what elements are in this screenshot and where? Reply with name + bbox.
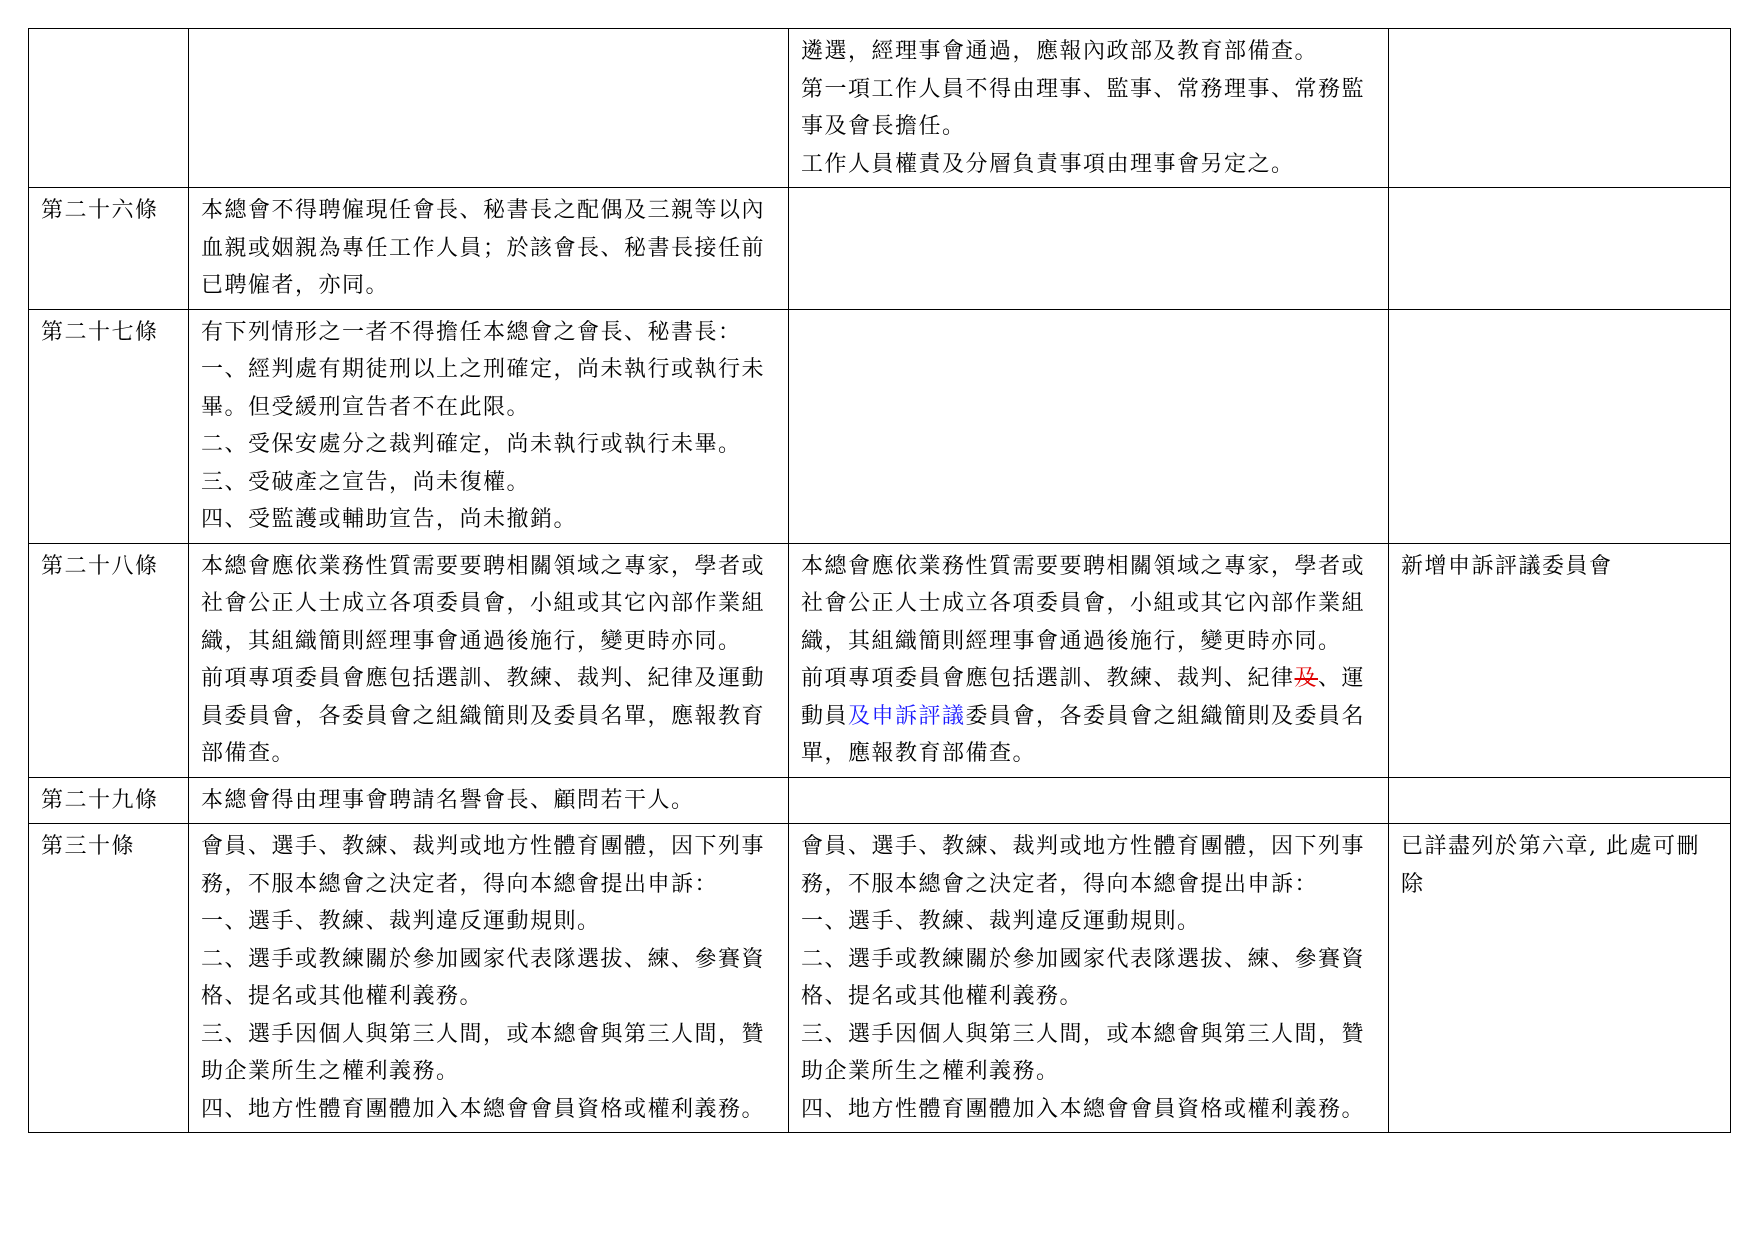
text-run: 本總會不得聘僱現任會長、秘書長之配偶及三親等以內血親或姻親為專任工作人員；於該會長、秘書長接任前已聘僱者，亦同。: [201, 198, 766, 298]
note-cell: [1389, 309, 1731, 543]
paragraph: [801, 1016, 1376, 1091]
paragraph: [801, 146, 1376, 184]
text-run: 二、選手或教練關於參加國家代表隊選拔、練、參賽資格、提名或其他權利義務。: [801, 946, 1366, 1009]
table-row: [29, 29, 1731, 188]
text-run: 有下列情形之一者不得擔任本總會之會長、秘書長：: [201, 319, 742, 345]
revised-text-cell: [789, 29, 1389, 188]
revised-text-cell: [789, 777, 1389, 824]
paragraph: [201, 351, 776, 426]
paragraph: [201, 941, 776, 1016]
table-row: [29, 824, 1731, 1133]
inserted-text: 及申訴評議: [848, 703, 966, 729]
deleted-text: 及: [1294, 666, 1319, 691]
text-run: 本總會應依業務性質需要要聘相關領域之專家，學者或社會公正人士成立各項委員會，小組或其它內部作業組織，其組織簡則經理事會通過後施行，變更時亦同。: [801, 553, 1366, 654]
paragraph: [801, 828, 1376, 903]
article-number-cell: 第三十條: [29, 824, 189, 1133]
original-text-cell: [189, 543, 789, 777]
revised-text-cell: [789, 824, 1389, 1133]
article-number-cell: [29, 29, 189, 188]
original-text-cell: [189, 309, 789, 543]
text-run: 四、受監護或輔助宣告，尚未撤銷。: [201, 507, 578, 532]
text-run: 會員、選手、教練、裁判或地方性體育團體，因下列事務，不服本總會之決定者，得向本總會提出申訴：: [801, 834, 1366, 897]
paragraph: [201, 903, 776, 941]
text-run: 一、選手、教練、裁判違反運動規則。: [801, 909, 1201, 934]
text-run: 三、選手因個人與第三人間，或本總會與第三人間，贊助企業所生之權利義務。: [201, 1021, 766, 1084]
text-run: 前項專項委員會應包括選訓、教練、裁判、紀律: [801, 666, 1295, 691]
revised-text-cell: [789, 309, 1389, 543]
paragraph: [201, 548, 776, 661]
original-text-cell: [189, 29, 789, 188]
text-run: 委員會，各委員會之組織簡則及委員名單，應報教育部備查。: [801, 703, 1366, 766]
article-number-cell: 第二十七條: [29, 309, 189, 543]
text-run: 三、選手因個人與第三人間，或本總會與第三人間，贊助企業所生之權利義務。: [801, 1021, 1366, 1084]
text-run: 遴選，經理事會通過，應報內政部及教育部備查。: [801, 39, 1319, 64]
paragraph: [801, 1091, 1376, 1129]
text-run: 四、地方性體育團體加入本總會會員資格或權利義務。: [801, 1096, 1366, 1122]
article-number-cell: 第二十九條: [29, 777, 189, 824]
comparison-table: [28, 28, 1731, 1133]
paragraph: [801, 33, 1376, 71]
paragraph: [801, 660, 1376, 773]
original-text-cell: [189, 188, 789, 310]
text-run: 三、受破產之宣告，尚未復權。: [201, 469, 531, 495]
article-number-cell: 第二十八條: [29, 543, 189, 777]
note-cell: [1389, 188, 1731, 310]
paragraph: [201, 426, 776, 464]
text-run: 二、選手或教練關於參加國家代表隊選拔、練、參賽資格、提名或其他權利義務。: [201, 946, 766, 1009]
note-cell: 已詳盡列於第六章, 此處可刪除: [1389, 824, 1731, 1133]
text-run: 一、選手、教練、裁判違反運動規則。: [201, 909, 601, 934]
paragraph: [201, 501, 776, 539]
revised-text-cell: [789, 188, 1389, 310]
paragraph: [201, 1091, 776, 1129]
note-cell: [1389, 29, 1731, 188]
paragraph: [201, 192, 776, 305]
original-text-cell: [189, 824, 789, 1133]
revised-text-cell: [789, 543, 1389, 777]
paragraph: [201, 782, 776, 820]
article-number-cell: 第二十六條: [29, 188, 189, 310]
text-run: 第一項工作人員不得由理事、監事、常務理事、常務監事及會長擔任。: [801, 76, 1366, 139]
paragraph: [801, 903, 1376, 941]
paragraph: [201, 660, 776, 773]
note-cell: 新增申訴評議委員會: [1389, 543, 1731, 777]
text-run: 工作人員權責及分層負責事項由理事會另定之。: [801, 151, 1295, 177]
paragraph: [801, 941, 1376, 1016]
text-run: 前項專項委員會應包括選訓、教練、裁判、紀律及運動員委員會，各委員會之組織簡則及委員名單，應報教育部備查。: [201, 666, 766, 766]
paragraph: [201, 828, 776, 903]
paragraph: [801, 71, 1376, 146]
paragraph: [201, 1016, 776, 1091]
paragraph: [201, 314, 776, 352]
text-run: 本總會應依業務性質需要要聘相關領域之專家，學者或社會公正人士成立各項委員會，小組或其它內部作業組織，其組織簡則經理事會通過後施行，變更時亦同。: [201, 553, 766, 654]
table-row: [29, 777, 1731, 824]
table-row: [29, 543, 1731, 777]
text-run: 一、經判處有期徒刑以上之刑確定，尚未執行或執行未畢。但受緩刑宣告者不在此限。: [201, 357, 766, 420]
paragraph: [201, 464, 776, 502]
text-run: 會員、選手、教練、裁判或地方性體育團體，因下列事務，不服本總會之決定者，得向本總會提出申訴：: [201, 834, 766, 897]
text-run: 二、受保安處分之裁判確定，尚未執行或執行未畢。: [201, 432, 742, 457]
text-run: 四、地方性體育團體加入本總會會員資格或權利義務。: [201, 1096, 766, 1122]
text-run: 本總會得由理事會聘請名譽會長、顧問若干人。: [201, 787, 695, 813]
text-run: 、運動員: [801, 666, 1366, 729]
original-text-cell: [189, 777, 789, 824]
table-row: [29, 309, 1731, 543]
paragraph: [801, 548, 1376, 661]
note-cell: [1389, 777, 1731, 824]
table-row: [29, 188, 1731, 310]
